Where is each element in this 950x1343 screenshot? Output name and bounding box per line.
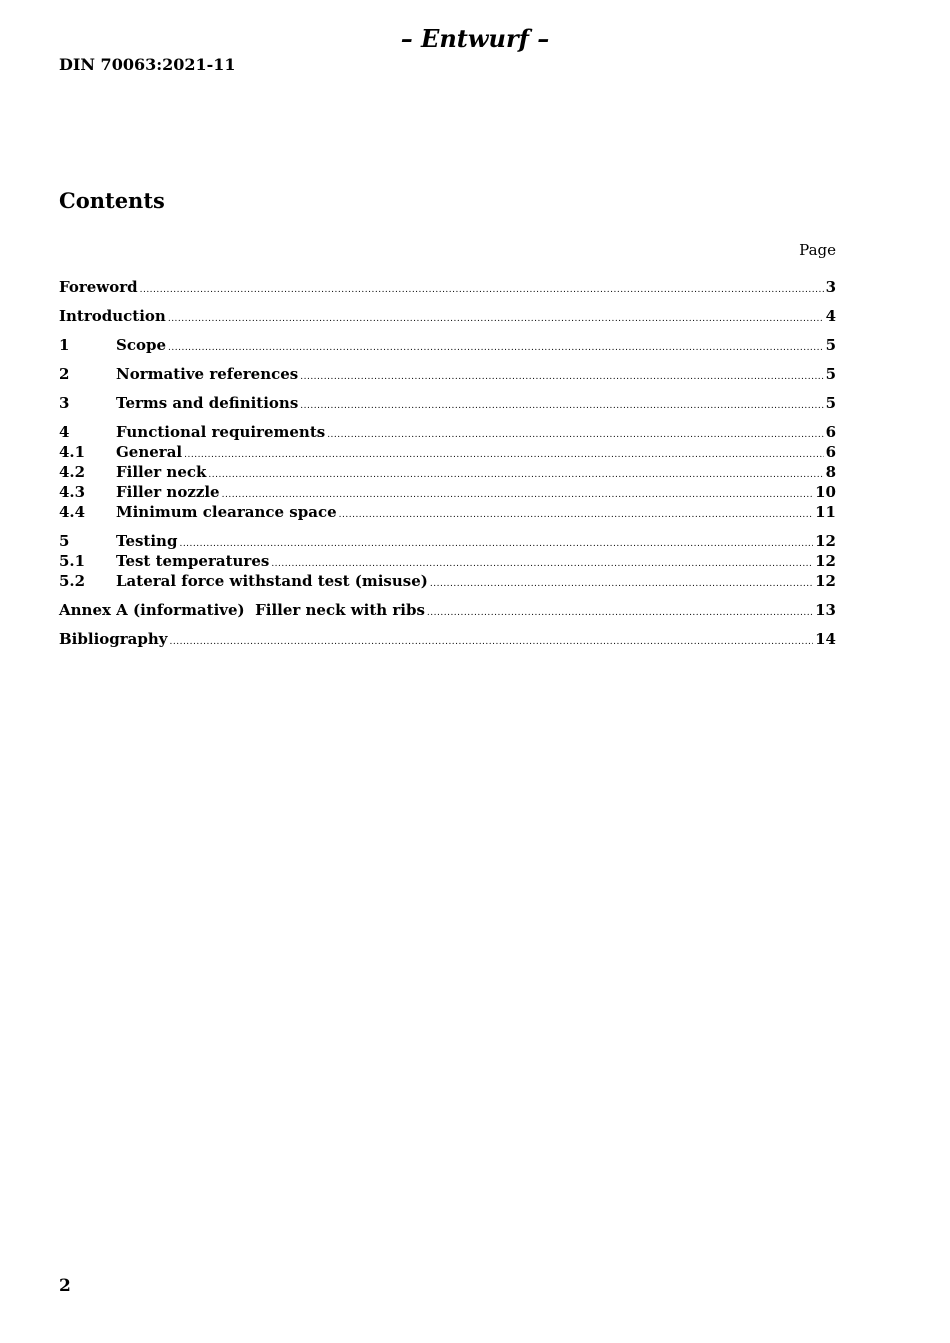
toc-entry-terms-and-definitions[interactable]: [59, 394, 836, 414]
toc-entry-page: 13: [815, 601, 836, 619]
toc-leader-dots: [208, 470, 823, 480]
toc-entry-number: 5.1: [59, 552, 86, 570]
toc-entry-page: 5: [825, 336, 836, 354]
toc-entry-title: Annex A (informative) Filler neck with ribs: [59, 601, 425, 619]
toc-entry-testing[interactable]: [59, 532, 836, 552]
toc-leader-dots: [140, 285, 824, 295]
toc-entry-title: Introduction: [59, 307, 166, 325]
toc-entry-page: 8: [825, 463, 836, 481]
toc-entry-page: 12: [815, 532, 836, 550]
toc-leader-dots: [300, 401, 823, 411]
toc-leader-dots: [179, 539, 813, 549]
toc-entry-title: Foreword: [59, 278, 138, 296]
toc-entry-number: 4: [59, 423, 70, 441]
toc-entry-title: Minimum clearance space: [116, 503, 337, 521]
toc-entry-number: 5: [59, 532, 70, 550]
toc-entry-foreword[interactable]: [59, 278, 836, 298]
toc-entry-general[interactable]: [59, 443, 836, 463]
toc-entry-title: Filler nozzle: [116, 483, 220, 501]
toc-entry-title: Lateral force withstand test (misuse): [116, 572, 428, 590]
toc-entry-number: 3: [59, 394, 70, 412]
contents-heading: Contents: [59, 188, 165, 213]
toc-entry-bibliography[interactable]: [59, 630, 836, 650]
toc-entry-page: 5: [825, 365, 836, 383]
toc-entry-page: 10: [815, 483, 836, 501]
toc-leader-dots: [168, 343, 824, 353]
toc-leader-dots: [168, 314, 824, 324]
toc-leader-dots: [300, 372, 823, 382]
toc-leader-dots: [427, 608, 813, 618]
toc-entry-lateral-force-test[interactable]: [59, 572, 836, 592]
toc-entry-page: 11: [815, 503, 836, 521]
document-id: DIN 70063:2021-11: [59, 55, 236, 74]
page-column-label: Page: [799, 241, 836, 259]
toc-entry-page: 6: [825, 443, 836, 461]
toc-entry-normative-references[interactable]: [59, 365, 836, 385]
toc-leader-dots: [222, 490, 814, 500]
toc-entry-filler-nozzle[interactable]: [59, 483, 836, 503]
toc-entry-minimum-clearance-space[interactable]: [59, 503, 836, 523]
toc-leader-dots: [339, 510, 813, 520]
toc-leader-dots: [327, 430, 823, 440]
draft-watermark: – Entwurf –: [400, 24, 550, 53]
toc-entry-scope[interactable]: [59, 336, 836, 356]
toc-entry-page: 5: [825, 394, 836, 412]
toc-entry-page: 3: [825, 278, 836, 296]
toc-entry-title: Filler neck: [116, 463, 207, 481]
toc-entry-number: 4.2: [59, 463, 86, 481]
toc-entry-number: 2: [59, 365, 70, 383]
toc-entry-annex-a[interactable]: [59, 601, 836, 621]
toc-entry-filler-neck[interactable]: [59, 463, 836, 483]
toc-entry-title: Testing: [116, 532, 178, 550]
toc-entry-functional-requirements[interactable]: [59, 423, 836, 443]
toc-leader-dots: [271, 559, 813, 569]
toc-entry-number: 4.4: [59, 503, 86, 521]
toc-entry-page: 12: [815, 572, 836, 590]
toc-entry-introduction[interactable]: [59, 307, 836, 327]
toc-leader-dots: [170, 637, 814, 647]
toc-leader-dots: [430, 579, 813, 589]
toc-entry-title: Scope: [116, 336, 167, 354]
toc-entry-page: 14: [815, 630, 836, 648]
page-number: 2: [59, 1276, 71, 1296]
toc-entry-title: Normative references: [116, 365, 299, 383]
toc-entry-test-temperatures[interactable]: [59, 552, 836, 572]
toc-entry-page: 4: [825, 307, 836, 325]
toc-entry-title: Terms and definitions: [116, 394, 299, 412]
toc-entry-number: 1: [59, 336, 70, 354]
toc-entry-title: Test temperatures: [116, 552, 270, 570]
toc-entry-page: 6: [825, 423, 836, 441]
toc-entry-number: 4.1: [59, 443, 86, 461]
toc-entry-title: Functional requirements: [116, 423, 326, 441]
toc-entry-number: 4.3: [59, 483, 86, 501]
table-of-contents: [59, 278, 836, 650]
toc-entry-number: 5.2: [59, 572, 86, 590]
toc-leader-dots: [184, 450, 823, 460]
toc-entry-title: General: [116, 443, 183, 461]
toc-entry-page: 12: [815, 552, 836, 570]
toc-entry-title: Bibliography: [59, 630, 168, 648]
